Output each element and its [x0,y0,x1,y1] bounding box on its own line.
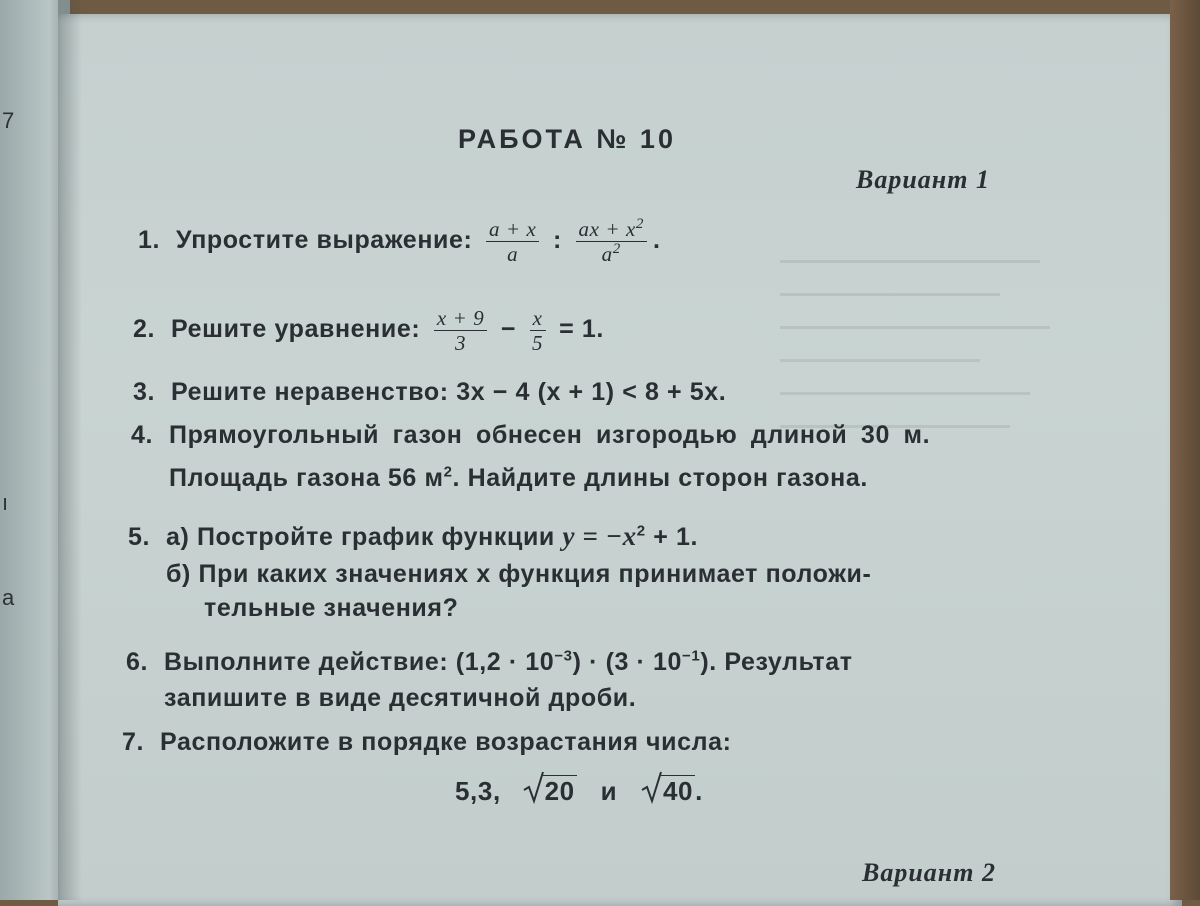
task-4-text-1: Прямоугольный газон обнесен изгородью длиной 30 м. [169,421,931,449]
task-1-fraction-2 [576,218,648,265]
task-2-number: 2. [133,315,156,344]
task-2 [133,307,604,354]
variant-1-label: Вариант 1 [856,165,990,194]
task-6-exponent-1: −3 [554,647,573,665]
task-1-text: Упростите выражение: [176,226,473,255]
variant-2-label: Вариант 2 [862,858,996,887]
task-4-line-1 [131,421,930,450]
task-3-number: 3. [133,378,156,406]
task-4-text-2b: . Найдите длины сторон газона. [452,464,868,492]
task-5-b-text-2: тельные значения? [204,594,459,622]
task-1-fraction-1 [486,218,540,265]
task-1-f1-numerator: a + x [486,218,540,242]
task-6-mid: ) · (3 · 10 [572,648,683,676]
task-1 [138,218,661,265]
task-1-end: . [653,226,661,255]
task-6-end: ). Результат [700,648,853,676]
task-1-f2-denominator [576,242,648,265]
task-7-line-1 [122,728,732,757]
sqrt-radical-icon [523,770,545,804]
task-7-text: Расположите в порядке возрастания числа: [160,728,732,756]
task-5-a-text: а) Постройте график функции [166,523,555,551]
task-6-line-1 [126,648,853,677]
task-7-end: . [695,776,703,806]
task-1-operator: : [553,226,562,255]
task-2-fraction-2 [530,307,546,354]
task-5-line-3 [204,594,458,623]
task-6-line-2 [164,684,636,713]
task-7-value-1: 5,3, [455,776,501,806]
task-7-number: 7. [122,728,145,756]
task-1-f2-den-base: a [601,242,613,267]
task-1-f1-denominator: a [507,242,519,267]
task-2-rhs: = 1. [559,315,604,344]
task-4-exponent: 2 [443,463,453,481]
task-2-operator: − [500,315,517,344]
task-5-a-exponent: 2 [636,522,646,540]
task-1-f2-num-base: ax + x [578,217,636,241]
task-7-numbers [455,776,703,807]
task-6-text: Выполните действие: (1,2 · 10 [164,648,555,676]
task-2-f2-numerator: x [530,307,546,331]
table-surface [1170,0,1200,900]
task-3-text: Решите неравенство: [171,378,449,406]
task-6-exponent-2: −1 [682,647,701,665]
task-1-f2-num-exponent: 2 [635,216,645,232]
left-page-marks: 7 ı a [2,108,15,610]
task-7-sqrt-2 [641,776,695,807]
task-4-line-2 [169,464,868,493]
task-5-a-expr: y = −x [562,521,637,551]
task-7-radicand-2: 40 [662,776,694,806]
task-2-fraction-1 [434,307,488,354]
task-7-and: и [600,776,618,806]
page-title: РАБОТА № 10 [458,124,676,154]
task-5-line-2 [166,560,871,589]
task-2-text: Решите уравнение: [171,315,421,344]
task-5-line-1 [128,521,698,552]
task-4-text-2a: Площадь газона 56 м [169,464,444,492]
task-2-f1-numerator: x + 9 [434,307,488,331]
page-spine-shadow [58,0,82,900]
task-5-b-text-1: б) При каких значениях x функция принимает положи- [166,560,872,588]
task-2-f1-denominator: 3 [455,331,467,356]
task-6-number: 6. [126,648,149,676]
task-3-expression: 3x − 4 (x + 1) < 8 + 5x. [456,378,727,406]
task-1-f2-numerator [576,218,648,242]
sqrt-radical-icon [641,770,663,804]
task-5-a-end: + 1. [653,523,699,551]
task-7-sqrt-1 [523,776,577,807]
task-3 [133,378,726,407]
task-6-text-2: запишите в виде десятичной дроби. [164,684,637,712]
task-2-f2-denominator: 5 [532,331,544,356]
task-5-number: 5. [128,523,151,551]
task-7-radicand-1: 20 [544,776,575,806]
task-1-number: 1. [138,226,161,255]
task-4-number: 4. [131,421,154,449]
show-through-lines [780,230,1080,790]
task-1-f2-den-exponent: 2 [612,241,621,258]
